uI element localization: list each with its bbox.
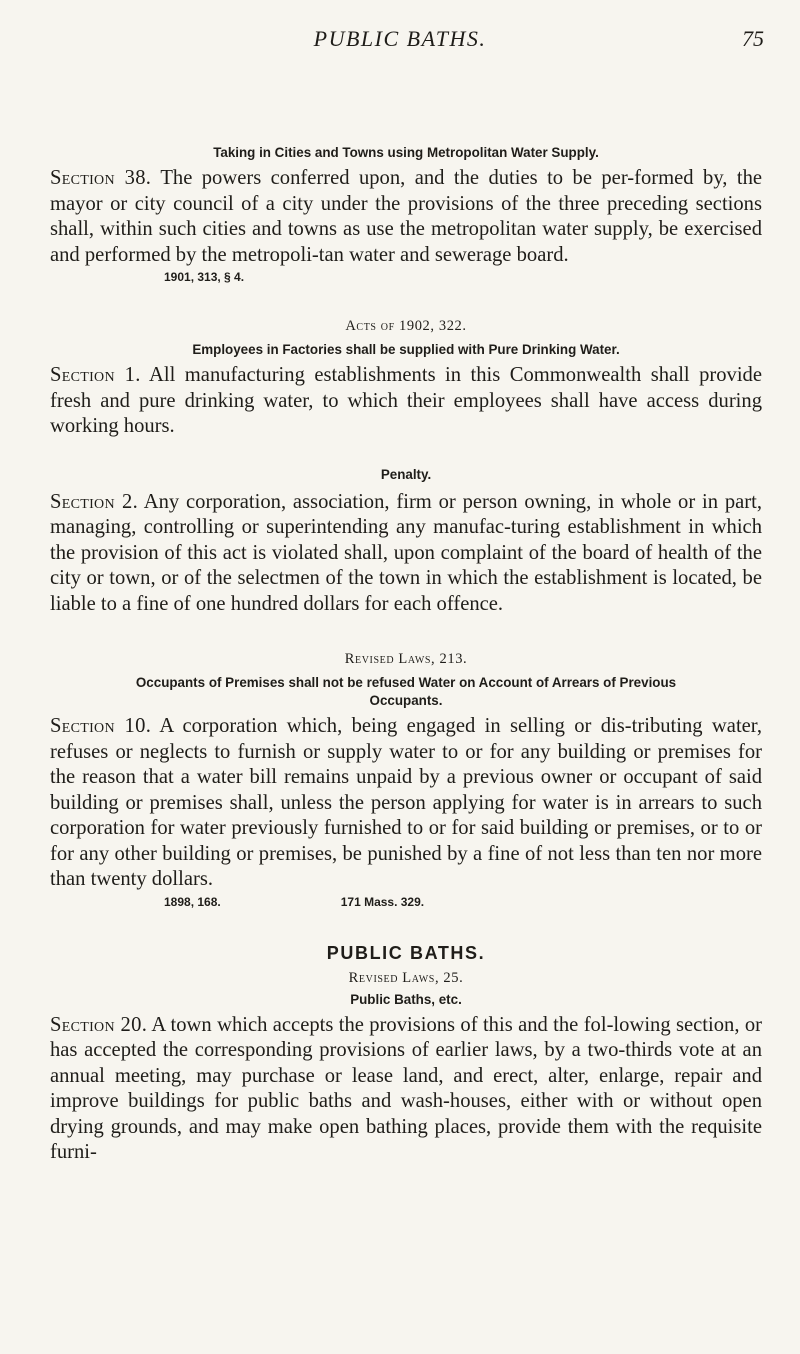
acts-1902-source: Acts of 1902, 322. (345, 318, 467, 334)
section-38-citation: 1901, 313, § 4. (164, 270, 245, 284)
section-10-heading (50, 674, 762, 710)
section-1-label: Section 1. (50, 364, 141, 386)
section-1-text: All manufacturing establishments in this Commonwealth shall provide fresh and pure drinking water, to which their employees shall have access during working hours. (50, 364, 762, 437)
section-10-heading-line1: Occupants of Premises shall not be refused Water on Account of Arrears of Previous (135, 675, 677, 690)
section-1-paragraph (50, 363, 762, 440)
section-20-heading: Public Baths, etc. (350, 991, 462, 1007)
section-38-text: The powers conferred upon, and the duties to be per-formed by, the mayor or city council of a city under the provisions of the three preceding sections shall, within such cities and towns as use the metropolitan water supply, be exercised and performed by the metropoli-tan water and sewerage board. (50, 167, 763, 266)
section-10-citations (164, 895, 762, 909)
section-2-label: Section 2. (50, 490, 139, 513)
section-10-paragraph (50, 714, 762, 893)
section-2-text: Any corporation, association, firm or person owning, in whole or in part, managing, controlling or superintending any manufac-turing establishment in which the provision of this act is violated shall, upon complaint of the board of health of the city or town, or of the selectmen of the town in which the establishment is located, be liable to a fine of one hundred dollars for each offence. (50, 490, 762, 615)
public-baths-major-heading: PUBLIC BATHS. (326, 942, 486, 963)
section-10-citation-1: 1898, 168. (164, 894, 221, 909)
penalty-heading: Penalty. (380, 466, 432, 482)
section-1-heading: Employees in Factories shall be supplied with Pure Drinking Water. (192, 342, 620, 357)
revised-laws-213-source: Revised Laws, 213. (344, 651, 468, 667)
section-10-text: A corporation which, being engaged in selling or dis-tributing water, refuses or neglects to furnish or supply water to or for any building or premises for the reason that a water bill remains unpaid by a previous owner or occupant of said building or premises shall, unless the person applying for water is in arrears to such corporation for water previously furnished to or for said building or premises, or to or for any other building or premises, be punished by a fine of not less than ten nor more than twenty dollars. (50, 715, 762, 890)
section-10-label: Section 10. (50, 715, 152, 737)
section-20-paragraph (50, 1013, 762, 1166)
section-10-heading-line2: Occupants. (369, 693, 443, 708)
section-10-citation-2: 171 Mass. 329. (340, 894, 425, 909)
section-20-text: A town which accepts the provisions of this and the fol-lowing section, or has accepted the corresponding provisions of earlier laws, by a two-thirds vote at an annual meeting, may purchase or lease land, and erect, alter, enlarge, repair and improve buildings for public baths and wash-houses, either with or without open drying grounds, and may make open bathing places, provide them with the requisite furni- (50, 1013, 762, 1163)
section-38-heading: Taking in Cities and Towns using Metropolitan Water Supply. (213, 145, 599, 160)
running-title: PUBLIC BATHS. (313, 26, 487, 51)
running-header (0, 18, 800, 58)
section-2-paragraph (50, 490, 762, 618)
revised-laws-25-source: Revised Laws, 25. (348, 969, 464, 986)
section-38-label: Section 38. (50, 167, 152, 189)
section-38-paragraph (50, 166, 762, 268)
section-20-label: Section 20. (50, 1013, 148, 1036)
page-number: 75 (742, 26, 764, 51)
